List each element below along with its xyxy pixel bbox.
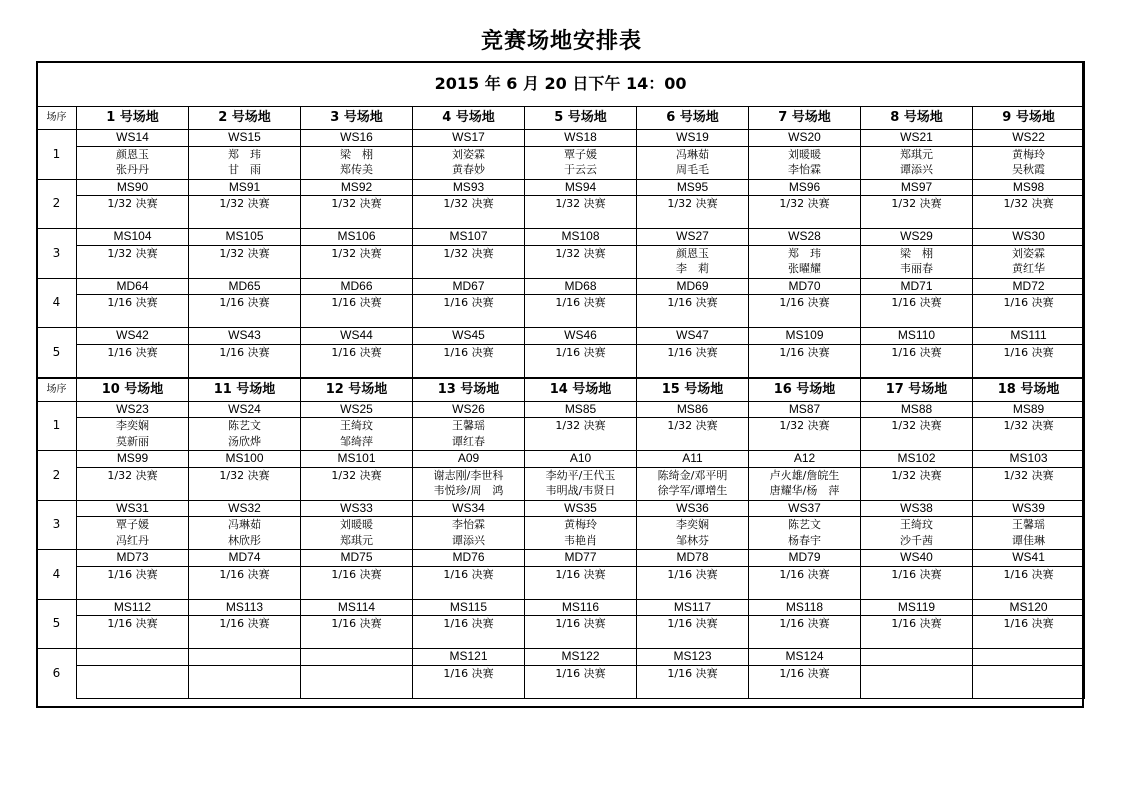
detail-line: 王绮玟 [340, 419, 373, 432]
detail-line: 1/16 决赛 [443, 666, 494, 680]
detail-line: 李幼平/王代玉 [545, 468, 616, 482]
match-code: MS97 [861, 179, 973, 196]
detail-line: 徐学军/谭增生 [657, 484, 728, 497]
detail-line: 李 莉 [676, 262, 709, 275]
detail-line: 谭添兴 [900, 163, 933, 176]
detail-line: 1/16 决赛 [667, 296, 718, 309]
detail-line: 1/32 决赛 [891, 468, 942, 482]
detail-line: 林欣彤 [228, 533, 261, 547]
detail-line: 1/16 决赛 [443, 567, 494, 581]
page-title: 竞赛场地安排表 [480, 29, 642, 54]
match-code: WS16 [301, 130, 413, 147]
match-code: MD69 [637, 278, 749, 295]
detail-line: 谭佳琳 [1012, 533, 1046, 547]
detail-line: 1/16 决赛 [779, 666, 830, 680]
round-index: 3 [37, 229, 77, 279]
match-code: MS117 [637, 599, 749, 616]
detail-line: 刘暖暖 [788, 147, 821, 161]
detail-line: 1/16 决赛 [219, 345, 270, 359]
court-header: 4 号场地 [413, 107, 525, 130]
court-header: 16 号场地 [749, 378, 861, 402]
match-code: MS110 [861, 328, 973, 345]
detail-line: 1/32 决赛 [667, 419, 718, 432]
court-header: 12 号场地 [301, 378, 413, 402]
detail-line: 1/32 决赛 [443, 197, 494, 210]
match-code: MS93 [413, 179, 525, 196]
detail-line: 郑 玮 [228, 147, 261, 161]
detail-line: 甘 雨 [228, 163, 261, 176]
match-code: MS109 [749, 328, 861, 345]
detail-line: 1/32 决赛 [667, 197, 718, 210]
detail-line: 谢志刚/李世科 [433, 468, 504, 482]
court-header: 8 号场地 [861, 107, 973, 130]
match-code: WS23 [77, 401, 189, 418]
detail-line: 李奕娴 [676, 518, 709, 531]
detail-line: 1/16 决赛 [779, 617, 830, 630]
detail-line: 张曜耀 [788, 262, 821, 275]
detail-line: 郑琪元 [340, 533, 373, 547]
match-code: MS120 [973, 599, 1085, 616]
match-code: WS33 [301, 500, 413, 517]
detail-line: 冯琳茹 [676, 147, 709, 161]
detail-line: 韦丽春 [900, 262, 933, 275]
match-code: WS34 [413, 500, 525, 517]
match-code: MD75 [301, 550, 413, 567]
round-index: 6 [37, 649, 77, 699]
match-code: WS20 [749, 130, 861, 147]
match-code: A10 [525, 451, 637, 468]
match-code: WS22 [973, 130, 1085, 147]
court-header: 14 号场地 [525, 378, 637, 402]
match-code: MS114 [301, 599, 413, 616]
court-header: 17 号场地 [861, 378, 973, 402]
detail-line: 1/32 决赛 [443, 246, 494, 260]
detail-line: 汤欣烨 [228, 434, 261, 448]
detail-line: 颜恩玉 [116, 147, 149, 161]
detail-line: 郑 玮 [788, 246, 821, 260]
match-code: WS39 [973, 500, 1085, 517]
match-code: MS102 [861, 451, 973, 468]
match-code: MS87 [749, 401, 861, 418]
round-index: 2 [37, 179, 77, 229]
court-header: 15 号场地 [637, 378, 749, 402]
detail-line: 谭红春 [452, 434, 485, 448]
match-code: MS118 [749, 599, 861, 616]
detail-line: 1/32 决赛 [331, 197, 382, 210]
match-code: WS40 [861, 550, 973, 567]
court-header: 2 号场地 [189, 107, 301, 130]
detail-line: 黄春妙 [452, 163, 485, 176]
detail-line: 卢火雄/詹皖生 [769, 468, 840, 482]
match-code: WS14 [77, 130, 189, 147]
match-code: A09 [413, 451, 525, 468]
match-code: WS26 [413, 401, 525, 418]
match-code: MS108 [525, 229, 637, 246]
detail-line: 沙千茜 [900, 533, 933, 547]
table-frame [36, 61, 1084, 708]
detail-line: 李怡霖 [788, 163, 821, 176]
round-index: 5 [37, 599, 77, 649]
match-code: MS100 [189, 451, 301, 468]
detail-line: 郑传美 [340, 163, 373, 176]
match-code: MS122 [525, 649, 637, 666]
detail-line: 1/16 决赛 [443, 617, 494, 630]
detail-line: 刘暖暖 [340, 518, 373, 531]
detail-line: 1/16 决赛 [219, 296, 270, 309]
detail-line: 黄红华 [1012, 262, 1046, 275]
match-code: WS24 [189, 401, 301, 418]
detail-line: 1/16 决赛 [555, 666, 606, 680]
detail-line: 1/16 决赛 [555, 617, 606, 630]
match-code: MS104 [77, 229, 189, 246]
match-code: MS101 [301, 451, 413, 468]
match-code: WS32 [189, 500, 301, 517]
match-code: MS103 [973, 451, 1085, 468]
court-header: 18 号场地 [973, 378, 1085, 402]
detail-line: 冯琳茹 [228, 518, 261, 531]
match-code: MS121 [413, 649, 525, 666]
round-index: 2 [37, 451, 77, 501]
detail-line: 1/16 决赛 [667, 617, 718, 630]
detail-line: 周毛毛 [676, 163, 709, 176]
detail-line: 王绮玟 [900, 518, 933, 531]
match-code: MS115 [413, 599, 525, 616]
match-code: MS116 [525, 599, 637, 616]
match-code: MD71 [861, 278, 973, 295]
detail-line: 1/32 决赛 [1003, 419, 1054, 432]
match-code: MS99 [77, 451, 189, 468]
detail-line: 吴秋霞 [1012, 163, 1046, 176]
detail-line: 1/32 决赛 [891, 419, 942, 432]
detail-line: 黄梅玲 [564, 518, 597, 531]
match-code: MS107 [413, 229, 525, 246]
detail-line: 1/16 决赛 [555, 345, 606, 359]
detail-line: 1/16 决赛 [891, 567, 942, 581]
seq-header: 场序 [37, 107, 77, 130]
match-code: WS46 [525, 328, 637, 345]
match-code: MD70 [749, 278, 861, 295]
match-code: MS113 [189, 599, 301, 616]
detail-line: 1/16 决赛 [107, 617, 158, 630]
detail-line: 冯红丹 [116, 533, 149, 547]
detail-line: 梁 栩 [340, 147, 373, 161]
detail-line: 唐耀华/杨 萍 [769, 484, 840, 497]
match-code: MS124 [749, 649, 861, 666]
detail-line: 杨春宇 [788, 533, 821, 547]
match-code: MD64 [77, 278, 189, 295]
match-code: MS112 [77, 599, 189, 616]
court-header: 13 号场地 [413, 378, 525, 402]
detail-line: 王馨瑶 [452, 419, 485, 432]
detail-line: 王馨瑶 [1012, 518, 1046, 531]
detail-line: 邹林芬 [676, 533, 709, 547]
round-index: 1 [37, 401, 77, 451]
match-code: WS47 [637, 328, 749, 345]
match-code: WS15 [189, 130, 301, 147]
match-code: MS86 [637, 401, 749, 418]
match-code: WS45 [413, 328, 525, 345]
detail-line: 陈艺文 [228, 419, 261, 432]
round-index: 4 [37, 278, 77, 328]
match-code: MD78 [637, 550, 749, 567]
court-header: 1 号场地 [77, 107, 189, 130]
match-code: WS27 [637, 229, 749, 246]
match-code: WS36 [637, 500, 749, 517]
match-code: WS31 [77, 500, 189, 517]
detail-line: 1/32 决赛 [1003, 468, 1054, 482]
match-code: MD76 [413, 550, 525, 567]
match-code: MS88 [861, 401, 973, 418]
detail-line: 1/16 决赛 [779, 345, 830, 359]
match-code: WS25 [301, 401, 413, 418]
match-code: MS90 [77, 179, 189, 196]
detail-line: 1/16 决赛 [667, 666, 718, 680]
match-code: WS30 [973, 229, 1085, 246]
match-code: WS19 [637, 130, 749, 147]
detail-line: 1/32 决赛 [555, 246, 606, 260]
match-code: MD79 [749, 550, 861, 567]
match-code: MS119 [861, 599, 973, 616]
detail-line: 1/16 决赛 [555, 296, 606, 309]
match-code: MS96 [749, 179, 861, 196]
detail-line: 1/32 决赛 [107, 197, 158, 210]
detail-line: 1/16 决赛 [667, 567, 718, 581]
round-index: 1 [37, 130, 77, 180]
match-code: MS123 [637, 649, 749, 666]
detail-line: 1/32 决赛 [219, 197, 270, 210]
detail-line: 1/16 决赛 [443, 345, 494, 359]
match-code: MS95 [637, 179, 749, 196]
detail-line: 1/16 决赛 [331, 345, 382, 359]
detail-line: 1/32 决赛 [555, 197, 606, 210]
detail-line: 1/16 决赛 [891, 345, 942, 359]
detail-line: 1/32 决赛 [331, 468, 382, 482]
detail-line: 1/16 决赛 [1003, 567, 1054, 581]
match-code: MS105 [189, 229, 301, 246]
detail-line: 1/16 决赛 [555, 567, 606, 581]
detail-line: 1/16 决赛 [331, 617, 382, 630]
match-code: WS35 [525, 500, 637, 517]
detail-line: 颜恩玉 [676, 246, 709, 260]
match-code: MS98 [973, 179, 1085, 196]
court-header: 9 号场地 [973, 107, 1085, 130]
detail-line: 李奕娴 [116, 419, 149, 432]
court-header: 11 号场地 [189, 378, 301, 402]
date-time: 2015 年 6 月 20 日下午 14：00 [37, 62, 1085, 107]
detail-line: 1/16 决赛 [1003, 296, 1054, 309]
court-header: 7 号场地 [749, 107, 861, 130]
detail-line: 梁 栩 [900, 246, 933, 260]
match-code: MD68 [525, 278, 637, 295]
detail-line: 1/32 决赛 [107, 468, 158, 482]
match-code: WS41 [973, 550, 1085, 567]
detail-line: 莫新丽 [116, 434, 149, 448]
detail-line: 1/16 决赛 [1003, 345, 1054, 359]
match-code: MS85 [525, 401, 637, 418]
detail-line: 邹绮萍 [340, 434, 373, 448]
detail-line: 1/16 决赛 [891, 296, 942, 309]
detail-line: 1/32 决赛 [555, 419, 606, 432]
detail-line: 1/32 决赛 [891, 197, 942, 210]
match-code: WS21 [861, 130, 973, 147]
match-code: WS28 [749, 229, 861, 246]
round-index: 3 [37, 500, 77, 550]
detail-line: 1/16 决赛 [107, 567, 158, 581]
court-header: 5 号场地 [525, 107, 637, 130]
match-code: MS94 [525, 179, 637, 196]
detail-line: 1/16 决赛 [443, 296, 494, 309]
detail-line: 1/16 决赛 [1003, 617, 1054, 630]
match-code: A12 [749, 451, 861, 468]
match-code: MD66 [301, 278, 413, 295]
detail-line: 1/32 决赛 [219, 468, 270, 482]
match-code: MS111 [973, 328, 1085, 345]
detail-line: 1/16 决赛 [219, 617, 270, 630]
match-code: WS44 [301, 328, 413, 345]
match-code: MD73 [77, 550, 189, 567]
detail-line: 韦明战/韦贤日 [545, 484, 616, 497]
detail-line: 1/16 决赛 [107, 296, 158, 309]
detail-line: 1/16 决赛 [107, 345, 158, 359]
detail-line: 1/32 决赛 [331, 246, 382, 260]
round-index: 4 [37, 550, 77, 600]
detail-line: 韦悦珍/周 鸿 [433, 484, 504, 497]
detail-line: 于云云 [564, 163, 597, 176]
detail-line: 陈绮金/邓平明 [657, 468, 728, 482]
court-header: 10 号场地 [77, 378, 189, 402]
match-code: MD77 [525, 550, 637, 567]
detail-line: 1/16 决赛 [331, 567, 382, 581]
detail-line: 1/16 决赛 [779, 296, 830, 309]
match-code: MD72 [973, 278, 1085, 295]
detail-line: 覃子媛 [564, 147, 597, 161]
detail-line: 1/32 决赛 [779, 197, 830, 210]
detail-line: 谭添兴 [452, 533, 485, 547]
match-code: MS89 [973, 401, 1085, 418]
match-code: MD65 [189, 278, 301, 295]
detail-line: 1/32 决赛 [779, 419, 830, 432]
match-code: MD67 [413, 278, 525, 295]
detail-line: 韦艳肖 [564, 533, 597, 547]
match-code: MS92 [301, 179, 413, 196]
round-index: 5 [37, 328, 77, 378]
match-code: MS106 [301, 229, 413, 246]
detail-line: 1/16 决赛 [891, 617, 942, 630]
detail-line: 郑琪元 [900, 147, 933, 161]
seq-header: 场序 [37, 378, 77, 402]
match-code: A11 [637, 451, 749, 468]
court-header: 3 号场地 [301, 107, 413, 130]
detail-line: 1/32 决赛 [107, 246, 158, 260]
match-code: WS42 [77, 328, 189, 345]
detail-line: 张丹丹 [116, 163, 149, 176]
detail-line: 1/16 决赛 [779, 567, 830, 581]
detail-line: 黄梅玲 [1012, 147, 1046, 161]
match-code: MD74 [189, 550, 301, 567]
detail-line: 覃子媛 [116, 518, 149, 531]
match-code: WS43 [189, 328, 301, 345]
match-code: WS38 [861, 500, 973, 517]
detail-line: 刘姿霖 [452, 147, 485, 161]
court-header: 6 号场地 [637, 107, 749, 130]
detail-line: 刘姿霖 [1012, 246, 1046, 260]
detail-line: 1/16 决赛 [667, 345, 718, 359]
detail-line: 李怡霖 [452, 518, 485, 531]
detail-line: 陈艺文 [788, 518, 821, 531]
detail-line: 1/16 决赛 [219, 567, 270, 581]
detail-line: 1/16 决赛 [331, 296, 382, 309]
match-code: WS18 [525, 130, 637, 147]
match-code: MS91 [189, 179, 301, 196]
detail-line: 1/32 决赛 [219, 246, 270, 260]
match-code: WS29 [861, 229, 973, 246]
detail-line: 1/32 决赛 [1003, 197, 1054, 210]
match-code: WS17 [413, 130, 525, 147]
match-code: WS37 [749, 500, 861, 517]
